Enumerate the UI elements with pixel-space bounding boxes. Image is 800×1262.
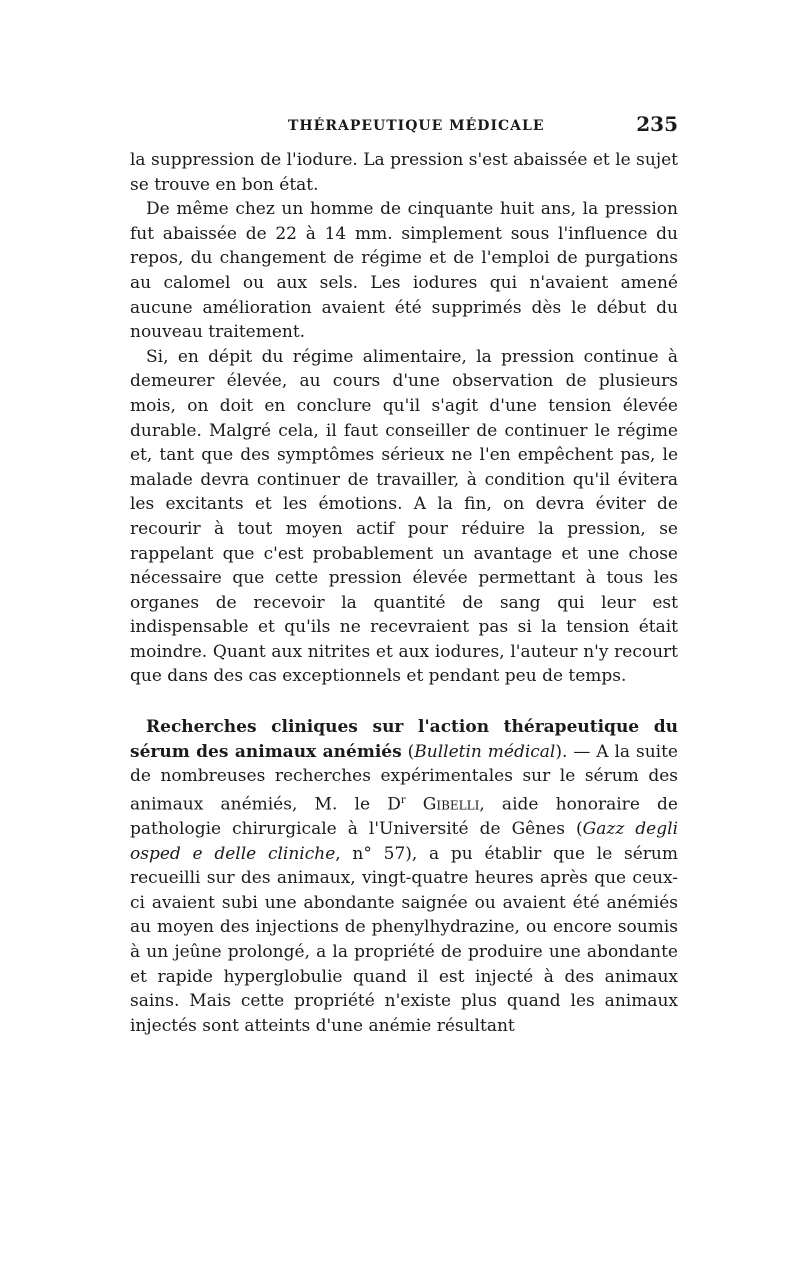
paragraph-2: De même chez un homme de cinquante huit ans, la pression fut abaissée de 22 à 14 mm. simplement sous l'influence du repos, du changement de régime et de l'emploi de purgations au calomel ou aux sels. Les iodures qui n'avaient amené aucune amélioration avaient été supprimés dès le début du nouveau traitement. [130,199,678,343]
section-spacer [130,689,678,715]
journal-title: Gazz degli osped e delle cliniche [130,819,679,864]
body-text [130,148,678,1038]
section-title: Recherches cliniques sur l'action thérapeutique du sérum des animaux anémiés [130,717,678,762]
source-open: ( [401,741,415,762]
book-page [130,112,678,1038]
section-text-1: ). — A la suite de nombreuses recherches expérimentales sur le sérum des animaux anémiés, M. le D [130,741,678,815]
section-text-3: , n° 57), a pu établir que le sérum recueilli sur des animaux, vingt-quatre heures après que ceux-ci avaient subi une abondante saignée ou avaient été anémiés au moyen des injections de phenylhydrazine, ou encore soumis à un jeûne prolongé, a la propriété de produire une abondante et rapide hyperglobulie quand il est injecté à des animaux sains. Mais cette propriété n'existe plus quand les animaux injectés sont atteints d'une anémie résultant [130,843,679,1036]
section-paragraph [130,715,678,1038]
page-header [130,112,678,140]
running-title: THÉRAPEUTIQUE MÉDICALE [288,118,545,134]
page-number: 235 [636,112,678,136]
doctor-sup: r [400,794,406,806]
doctor-name: Gibelli [422,794,480,815]
section-text-2: , aide honoraire de pathologie chirurgicale à l'Université de Gênes ( [130,794,678,840]
paragraph-3: Si, en dépit du régime alimentaire, la pression continue à demeurer élevée, au cours d'une observation de plusieurs mois, on doit en conclure qu'il s'agit d'une tension élevée durable. Malgré cela, il faut conseiller de continuer le régime et, tant que des symptômes sérieux ne l'en empêchent pas, le malade devra continuer de travailler, à condition qu'il évitera les excitants et les émotions. A la fin, on devra éviter de recourir à tout moyen actif pour réduire la pression, se rappelant que c'est probablement un avantage et une chose nécessaire que cette pression élevée permettant à tous les organes de recevoir la quantité de sang qui leur est indispensable et qu'ils ne recevraient pas si la tension était moindre. Quant aux nitrites et aux iodures, l'auteur n'y recourt que dans des cas exceptionnels et pendant peu de temps. [130,346,678,687]
paragraph-1: la suppression de l'iodure. La pression s'est abaissée et le sujet se trouve en bon état. [130,150,678,195]
source-title: Bulletin médical [414,741,556,762]
